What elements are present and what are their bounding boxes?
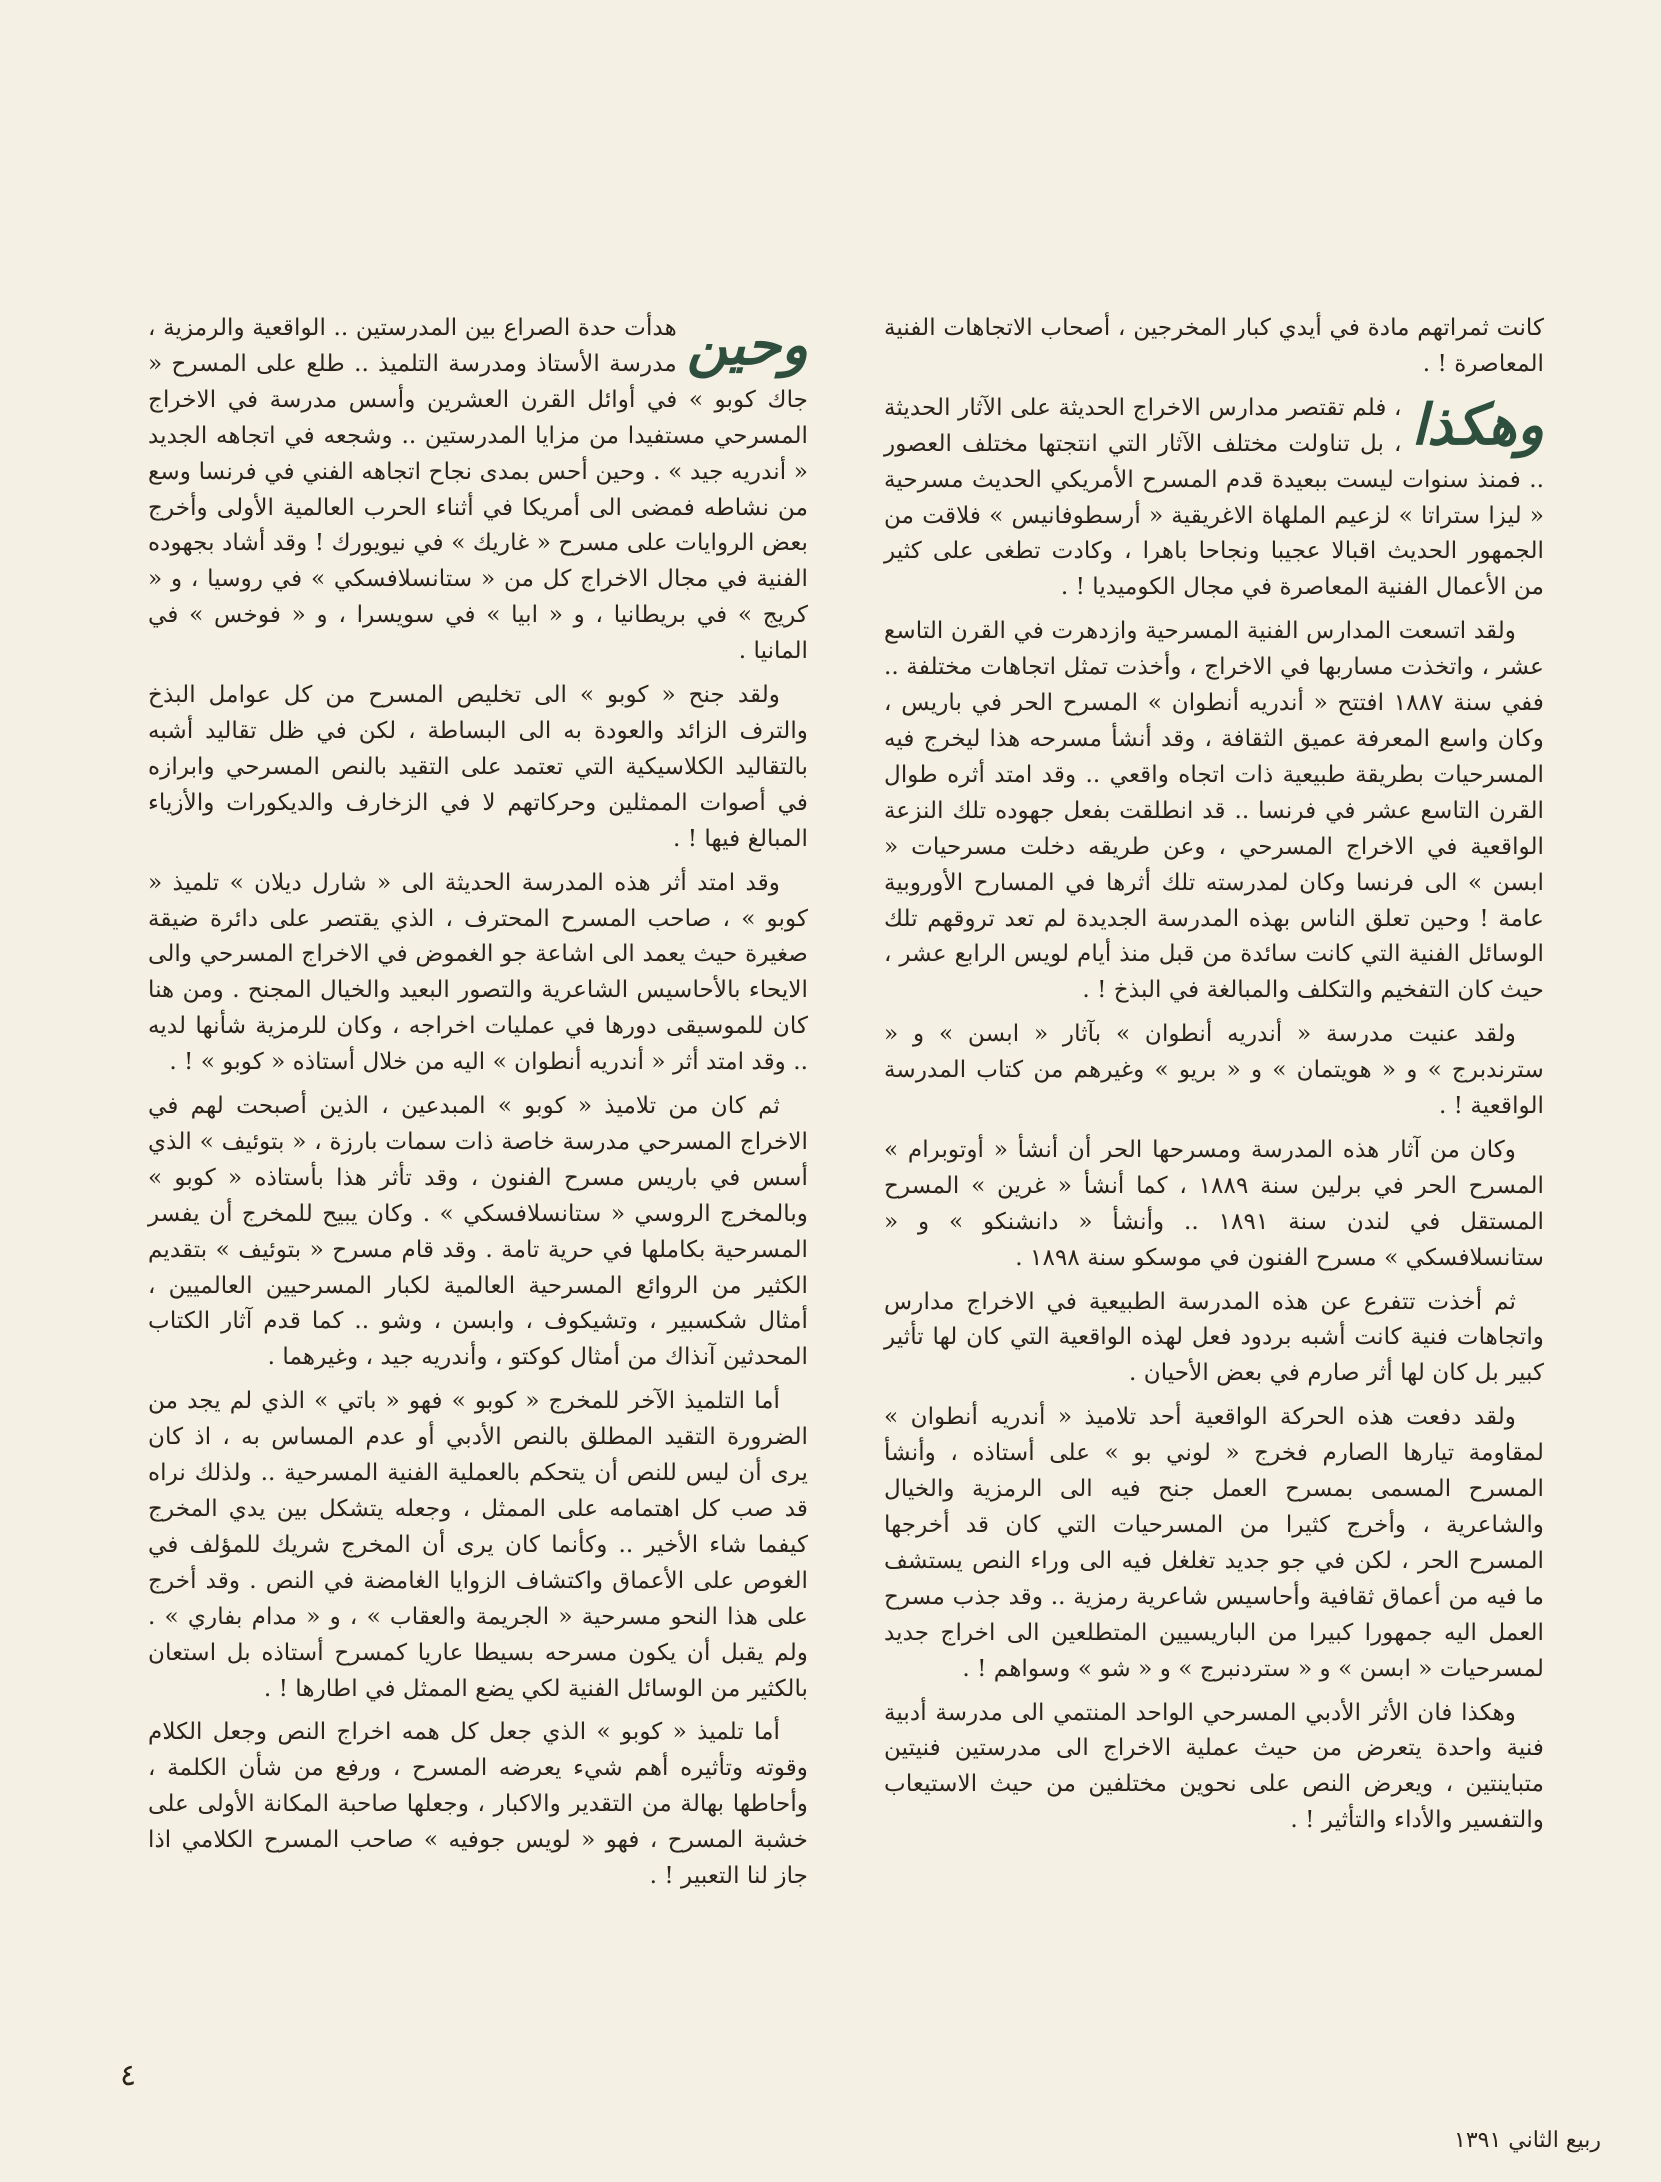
paragraph: كانت ثمراتهم مادة في أيدي كبار المخرجين ، أصحاب الاتجاهات الفنية المعاصرة ! .	[884, 314, 1544, 377]
issue-date: ربيع الثاني ١٣٩١	[1454, 2128, 1601, 2153]
paragraph: ولقد اتسعت المدارس الفنية المسرحية وازدهرت في القرن التاسع عشر ، واتخذت مساربها في الاخراج ، وأخذت تمثل اتجاهات مختلفة .. ففي سنة ١٨٨٧ افتتح « أندريه أنطوان » المسرح الحر في باريس ، وكان واسع المعرفة عميق الثقافة ، وقد أنشأ مسرحه هذا ليخرج فيه المسرحيات بطريقة طبيعية ذات اتجاه واقعي .. وقد امتد أثره طوال القرن التاسع عشر في فرنسا .. قد انطلقت بفعل جهوده تلك النزعة الواقعية في الاخراج المسرحي ، وعن طريقه دخلت مسرحيات « ابسن » الى فرنسا وكان لمدرسته تلك أثرها في المسارح الأوروبية عامة ! وحين تعلق الناس بهذه المدرسة الجديدة لم تعد تروقهم تلك الوسائل الفنية التي كانت سائدة من قبل منذ أيام لويس الرابع عشر ، حيث كان التفخيم والتكلف والمبالغة في البذخ ! .	[884, 617, 1544, 1004]
paragraph: وقد امتد أثر هذه المدرسة الحديثة الى « شارل ديلان » تلميذ « كوبو » ، صاحب المسرح المحترف ، الذي يقتصر على دائرة ضيقة صغيرة حيث يعمد الى اشاعة جو الغموض في الاخراج المسرحي والى الايحاء بالأحاسيس الشاعرية والتصور البعيد والخيال المجنح . ومن هنا كان للموسيقى دورها في عمليات اخراجه ، وكان للرمزية شأنها لديه .. وقد امتد أثر « أندريه أنطوان » اليه من خلال أستاذه « كوبو » ! .	[148, 868, 808, 1076]
paragraph: ثم أخذت تتفرع عن هذه المدرسة الطبيعية في الاخراج مدارس واتجاهات فنية كانت أشبه بردود فعل لهذه الواقعية التي كان لها تأثير كبير بل كان لها أثر صارم في بعض الأحيان .	[884, 1287, 1544, 1387]
paragraph: أما التلميذ الآخر للمخرج « كوبو » فهو « باتي » الذي لم يجد من الضرورة التقيد المطلق بالنص الأدبي أو عدم المساس به ، اذ كان يرى أن ليس للنص أن يتحكم بالعملية الفنية المسرحية .. ولذلك نراه قد صب كل اهتمامه على الممثل ، وجعله يتشكل بين يدي المخرج كيفما شاء الأخير .. وكأنما كان يرى أن المخرج شريك للمؤلف في الغوص على الأعماق واكتشاف الزوايا الغامضة في النص . وقد أخرج على هذا النحو مسرحية « الجريمة والعقاب » ، و « مدام بفاري » . ولم يقبل أن يكون مسرحه بسيطا عاريا كمسرح أستاذه بل استعان بالكثير من الوسائل الفنية لكي يضع الممثل في اطارها ! .	[148, 1387, 808, 1702]
paragraph: ولقد عنيت مدرسة « أندريه أنطوان » بآثار « ابسن » و « سترندبرج » و « هويتمان » و « بريو » وغيرهم من كتاب المدرسة الواقعية ! .	[884, 1020, 1544, 1120]
article-column-left	[148, 310, 808, 1902]
dropcap-heading: وحين	[686, 312, 808, 378]
paragraph: وهكذا فان الأثر الأدبي المسرحي الواحد المنتمي الى مدرسة أدبية فنية واحدة يتعرض من حيث عملية الاخراج الى مدرستين فنيتين متباينتين ، ويعرض النص على نحوين مختلفين من حيث الاستيعاب والتفسير والأداء والتأثير ! .	[884, 1698, 1544, 1834]
paragraph: ولقد جنح « كوبو » الى تخليص المسرح من كل عوامل البذخ والترف الزائد والعودة به الى البساطة ، لكن في ظل تقاليد أشبه بالتقاليد الكلاسيكية التي تعتمد على التقيد بالنص المسرحي وابرازه في أصوات الممثلين وحركاتهم لا في الزخارف والديكورات والأزياء المبالغ فيها ! .	[148, 681, 808, 852]
article-column-right	[884, 310, 1544, 1846]
paragraph: أما تلميذ « كوبو » الذي جعل كل همه اخراج النص وجعل الكلام وقوته وتأثيره أهم شيء يعرضه المسرح ، ورفع من شأن الكلمة ، وأحاطها بهالة من التقدير والاكبار ، وجعلها صاحبة المكانة الأولى على خشبة المسرح ، فهو « لويس جوفيه » صاحب المسرح الكلامي اذا جاز لنا التعبير ! .	[148, 1718, 808, 1890]
paragraph-with-dropcap	[148, 310, 808, 669]
page-number: ٤	[120, 2058, 137, 2093]
paragraph-with-dropcap	[884, 390, 1544, 605]
paragraph-text: ، فلم تقتصر مدارس الاخراج الحديثة على الآثار الحديثة ، بل تناولت مختلف الآثار التي انتجتها مختلف العصور .. فمنذ سنوات ليست ببعيدة قدم المسرح الأمريكي الحديث مسرحية « ليزا ستراتا » لزعيم الملهاة الاغريقية « أرسطوفانيس » فلاقت من الجمهور الحديث اقبالا عجيبا ونجاحا باهرا ، وكادت تطغى على كثير من الأعمال الفنية المعاصرة في مجال الكوميديا ! .	[884, 393, 1544, 601]
paragraph: وكان من آثار هذه المدرسة ومسرحها الحر أن أنشأ « أوتوبرام » المسرح الحر في برلين سنة ١٨٨٩ ، كما أنشأ « غرين » المسرح المستقل في لندن سنة ١٨٩١ .. وأنشأ « دانشنكو » و « ستانسلافسكي » مسرح الفنون في موسكو سنة ١٨٩٨ .	[884, 1135, 1544, 1271]
paragraph-text: هدأت حدة الصراع بين المدرستين .. الواقعية والرمزية ، مدرسة الأستاذ ومدرسة التلميذ .. طلع على المسرح « جاك كوبو » في أوائل القرن العشرين وأسس مدرسة في الاخراج المسرحي مستفيدا من مزايا المدرستين .. وشجعه في اتجاهه الجديد « أندريه جيد » . وحين أحس بمدى نجاح اتجاهه الفني في فرنسا وسع من نشاطه فمضى الى أمريكا في أثناء الحرب العالمية الأولى وأخرج بعض الروايات على مسرح « غاريك » في نيويورك ! وقد أشاد بجهوده الفنية في مجال الاخراج كل من « ستانسلافسكي » في روسيا ، و « كريج » في بريطانيا ، و « ابيا » في سويسرا ، و « فوخس » في المانيا .	[148, 314, 808, 665]
dropcap-heading: وهكذا	[1411, 391, 1544, 458]
paragraph: ثم كان من تلاميذ « كوبو » المبدعين ، الذين أصبحت لهم في الاخراج المسرحي مدرسة خاصة ذات سمات بارزة ، « بتوئيف » الذي أسس في باريس مسرح الفنون ، وقد تأثر هذا بأستاذه « كوبو » وبالمخرج الروسي « ستانسلافسكي » . وكان يبيح للمخرج أن يفسر المسرحية بكاملها في حرية تامة . وقد قام مسرح « بتوئيف » بتقديم الكثير من الروائع المسرحية العالمية لكبار المسرحيين العالميين ، أمثال شكسبير ، وتشيكوف ، وابسن ، وشو .. كما قدم آثار الكتاب المحدثين آنذاك من أمثال كوكتو ، وأندريه جيد ، وغيرهما .	[148, 1092, 808, 1371]
paragraph: ولقد دفعت هذه الحركة الواقعية أحد تلاميذ « أندريه أنطوان » لمقاومة تيارها الصارم فخرج « لوني بو » على أستاذه ، وأنشأ المسرح المسمى بمسرح العمل جنح فيه الى الرمزية والخيال والشاعرية ، وأخرج كثيرا من المسرحيات التي كان قد أخرجها المسرح الحر ، لكن في جو جديد تغلغل فيه الى وراء النص يستشف ما فيه من أعماق ثقافية وأحاسيس شاعرية رمزية .. وقد جذب مسرح العمل اليه جمهورا كبيرا من الباريسيين المتطلعين الى اخراج جديد لمسرحيات « ابسن » و « ستردنبرج » و « شو » وسواهم ! .	[884, 1403, 1544, 1682]
